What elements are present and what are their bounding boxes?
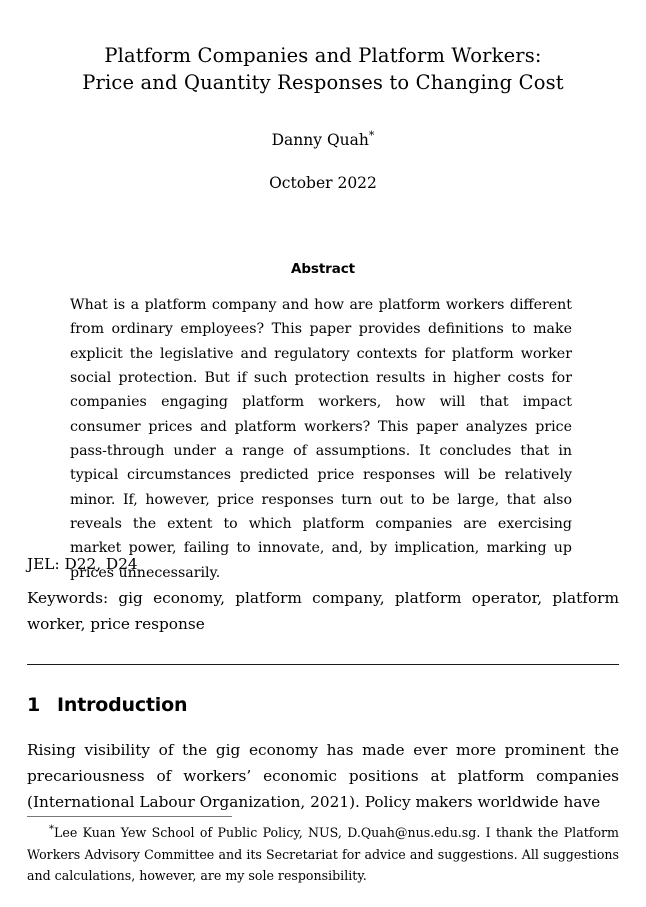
section-title: Introduction [57,694,188,716]
author-name [27,130,619,150]
keywords: Keywords: gig economy, platform company, platform operator, platform worker, price response [27,589,619,633]
introduction-paragraph: Rising visibility of the gig economy has made ever more prominent the precariousness of workers’ economic positions at platform companies (International Labour Organization, 2021). Policy makers worldwide have [27,741,619,811]
section-divider [27,664,619,665]
section-number: 1 [27,694,41,716]
paper-title-line-2: Price and Quantity Responses to Changing Cost [82,71,564,94]
section-heading-introduction [27,692,619,718]
footnote-divider [27,816,232,817]
abstract-text: What is a platform company and how are platform workers different from ordinary employees? This paper provides definitions to make explicit the legislative and regulatory contexts for platform worker social protection. But if such protection results in higher costs for companies engaging platform workers, how will that impact consumer prices and platform workers? This paper analyzes price pass-through under a range of assumptions. It concludes that in typical circumstances predicted price responses will be relatively minor. If, however, price responses turn out to be large, that also reveals the extent to which platform companies are exercising market power, failing to innovate, and, by implication, marking up prices unnecessarily. [70,297,572,581]
jel-codes: JEL: D22, D24 [27,555,138,573]
paper-title-line-1: Platform Companies and Platform Workers: [104,44,542,67]
author-label: Danny Quah [271,131,369,149]
footnote [27,822,619,887]
author-footnote-marker: * [368,128,375,142]
footnote-text: Lee Kuan Yew School of Public Policy, NUS, D.Quah@nus.edu.sg. I thank the Platform Workers Advisory Committee and its Secretariat for advice and suggestions. All suggestions and calculations, however, are my sole responsibility. [27,825,619,883]
paper-title [27,42,619,96]
footnote-marker: * [49,823,54,835]
abstract-heading: Abstract [290,261,356,277]
publication-date: October 2022 [269,174,377,192]
